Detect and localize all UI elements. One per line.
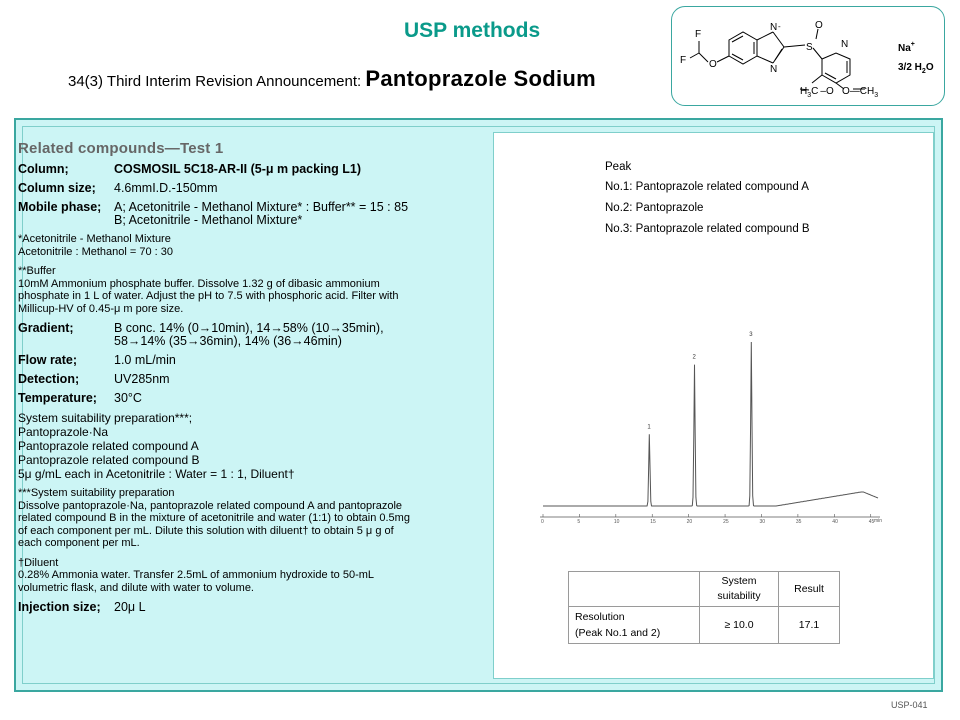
counter-ion: Na+ (898, 41, 915, 54)
note-mixture: *Acetonitrile - Methanol Mixture Acetonitrile : Methanol = 70 : 30 (18, 233, 174, 258)
system-suitability: System suitability preparation***; Pantoprazole·Na Pantoprazole related compound A Pantoprazole related compound B 5μ g/mL each in Acetonitrile : Water = 1 : 1, Diluent† (18, 411, 295, 481)
note-buffer: **Buffer 10mM Ammonium phosphate buffer. Dissolve 1.32 g of dibasic ammonium phosphate in 1 L of water. Adjust the pH to 7.5 with phosphoric acid. Filter with Millicup-HV of 0.45-μ m pore size. (18, 265, 399, 315)
result-table (568, 571, 840, 644)
method-details (18, 142, 468, 620)
header-cell-result: Result (779, 572, 840, 607)
atom-o-sulfoxide: O (815, 20, 823, 31)
temperature-label: Temperature; (18, 391, 97, 405)
peak-label: 3 (749, 332, 753, 338)
column-size-label: Column size; (18, 181, 96, 195)
peak-label: 1 (647, 424, 651, 431)
table-row (569, 607, 840, 644)
detection-label: Detection; (18, 372, 80, 386)
page-title: USP methods (404, 19, 541, 42)
x-axis-unit: min (874, 518, 883, 524)
peak-heading: Peak (605, 161, 632, 173)
x-tick-label: 5 (577, 519, 581, 525)
note-preparation: ***System suitability preparation Dissolve pantoprazole·Na, pantoprazole related compound A and pantoprazole related compound B in the mixture of acetonitrile and water (1:1) to obtain 0.5mg of each component per mL. Dilute this solution with diluent† to obtain 5 μ g of each component per mL. (18, 487, 410, 549)
detection-value: UV285nm (114, 372, 170, 386)
atom-n-top: N (770, 22, 778, 33)
atom-s: S (806, 42, 813, 53)
page-code: USP-041 (891, 700, 928, 710)
mobile-phase-row (18, 201, 468, 227)
hydrate: 3/2 $H_2O$ (898, 62, 934, 75)
temperature-row (18, 392, 468, 405)
atom-n-bottom: N (770, 64, 778, 75)
x-tick-label: 25 (723, 519, 729, 525)
row-sublabel: (Peak No.1 and 2) (575, 627, 661, 639)
column-row (18, 163, 468, 176)
x-tick-label: 30 (759, 519, 766, 525)
column-label: Column; (18, 162, 69, 176)
svg-text:-: - (778, 22, 781, 31)
flow-rate-row (18, 354, 468, 367)
subtitle-prefix: 34(3) Third Interim Revision Announcement: (68, 73, 362, 90)
flow-rate-value: 1.0 mL/min (114, 353, 176, 367)
row-label: Resolution (575, 611, 625, 623)
temperature-value: 30°C (114, 391, 142, 405)
atom-o-ether: O (709, 59, 717, 70)
x-tick-label: 45 (868, 519, 875, 525)
peak-item-2: No.2: Pantoprazole (605, 202, 704, 214)
compound-name: Pantoprazole Sodium (365, 66, 596, 91)
gradient-row (18, 322, 468, 348)
gradient-line-1: B conc. 14% (0→10min), 14→58% (10→35min), (114, 321, 384, 335)
peak-item-1: No.1: Pantoprazole related compound A (605, 181, 809, 193)
cell-suitability: ≥ 10.0 (700, 607, 779, 644)
x-tick-label: 0 (541, 519, 544, 525)
atom-n-pyridine: N (841, 39, 849, 50)
atom-f-top: F (695, 29, 702, 40)
x-tick-label: 20 (686, 519, 693, 525)
methoxy-left: $H_3C$ –O (800, 86, 834, 99)
injection-value: 20μ L (114, 600, 146, 614)
column-size-row (18, 182, 468, 195)
mobile-phase-b: B; Acetonitrile - Methanol Mixture* (114, 213, 303, 227)
peak-item-3: No.3: Pantoprazole related compound B (605, 223, 810, 235)
column-size-value: 4.6mmI.D.-150mm (114, 181, 218, 195)
page-subtitle (68, 66, 596, 92)
x-tick-label: 15 (650, 519, 656, 525)
injection-row (18, 601, 468, 614)
methoxy-right: $O—CH_3$ (842, 86, 879, 99)
injection-label: Injection size; (18, 600, 101, 614)
structure-box (671, 6, 945, 106)
note-diluent: †Diluent 0.28% Ammonia water. Transfer 2.5mL of ammonium hydroxide to 50-mL volumetric flask, and dilute with water to volume. (18, 556, 375, 594)
mobile-phase-label: Mobile phase; (18, 200, 102, 214)
cell-result: 17.1 (779, 607, 840, 644)
column-value: COSMOSIL 5C18-AR-II (5-μ m packing L1) (114, 162, 362, 176)
header-cell-suitability: System suitability (700, 572, 779, 607)
peak-label: 2 (692, 354, 696, 361)
gradient-line-2: 58→14% (35→36min), 14% (36→46min) (114, 334, 342, 348)
x-tick-label: 10 (613, 519, 620, 525)
atom-f-left: F (680, 55, 687, 66)
x-tick-label: 40 (832, 519, 838, 525)
section-heading: Related compounds—Test 1 (18, 140, 224, 157)
detection-row (18, 373, 468, 386)
chemical-structure (672, 7, 944, 105)
gradient-label: Gradient; (18, 321, 74, 335)
table-header-row (569, 572, 840, 607)
flow-rate-label: Flow rate; (18, 353, 78, 367)
header-cell-empty (569, 572, 700, 607)
mobile-phase-a: A; Acetonitrile - Methanol Mixture* : Buffer** = 15 : 85 (114, 200, 409, 214)
x-tick-label: 35 (795, 519, 802, 525)
